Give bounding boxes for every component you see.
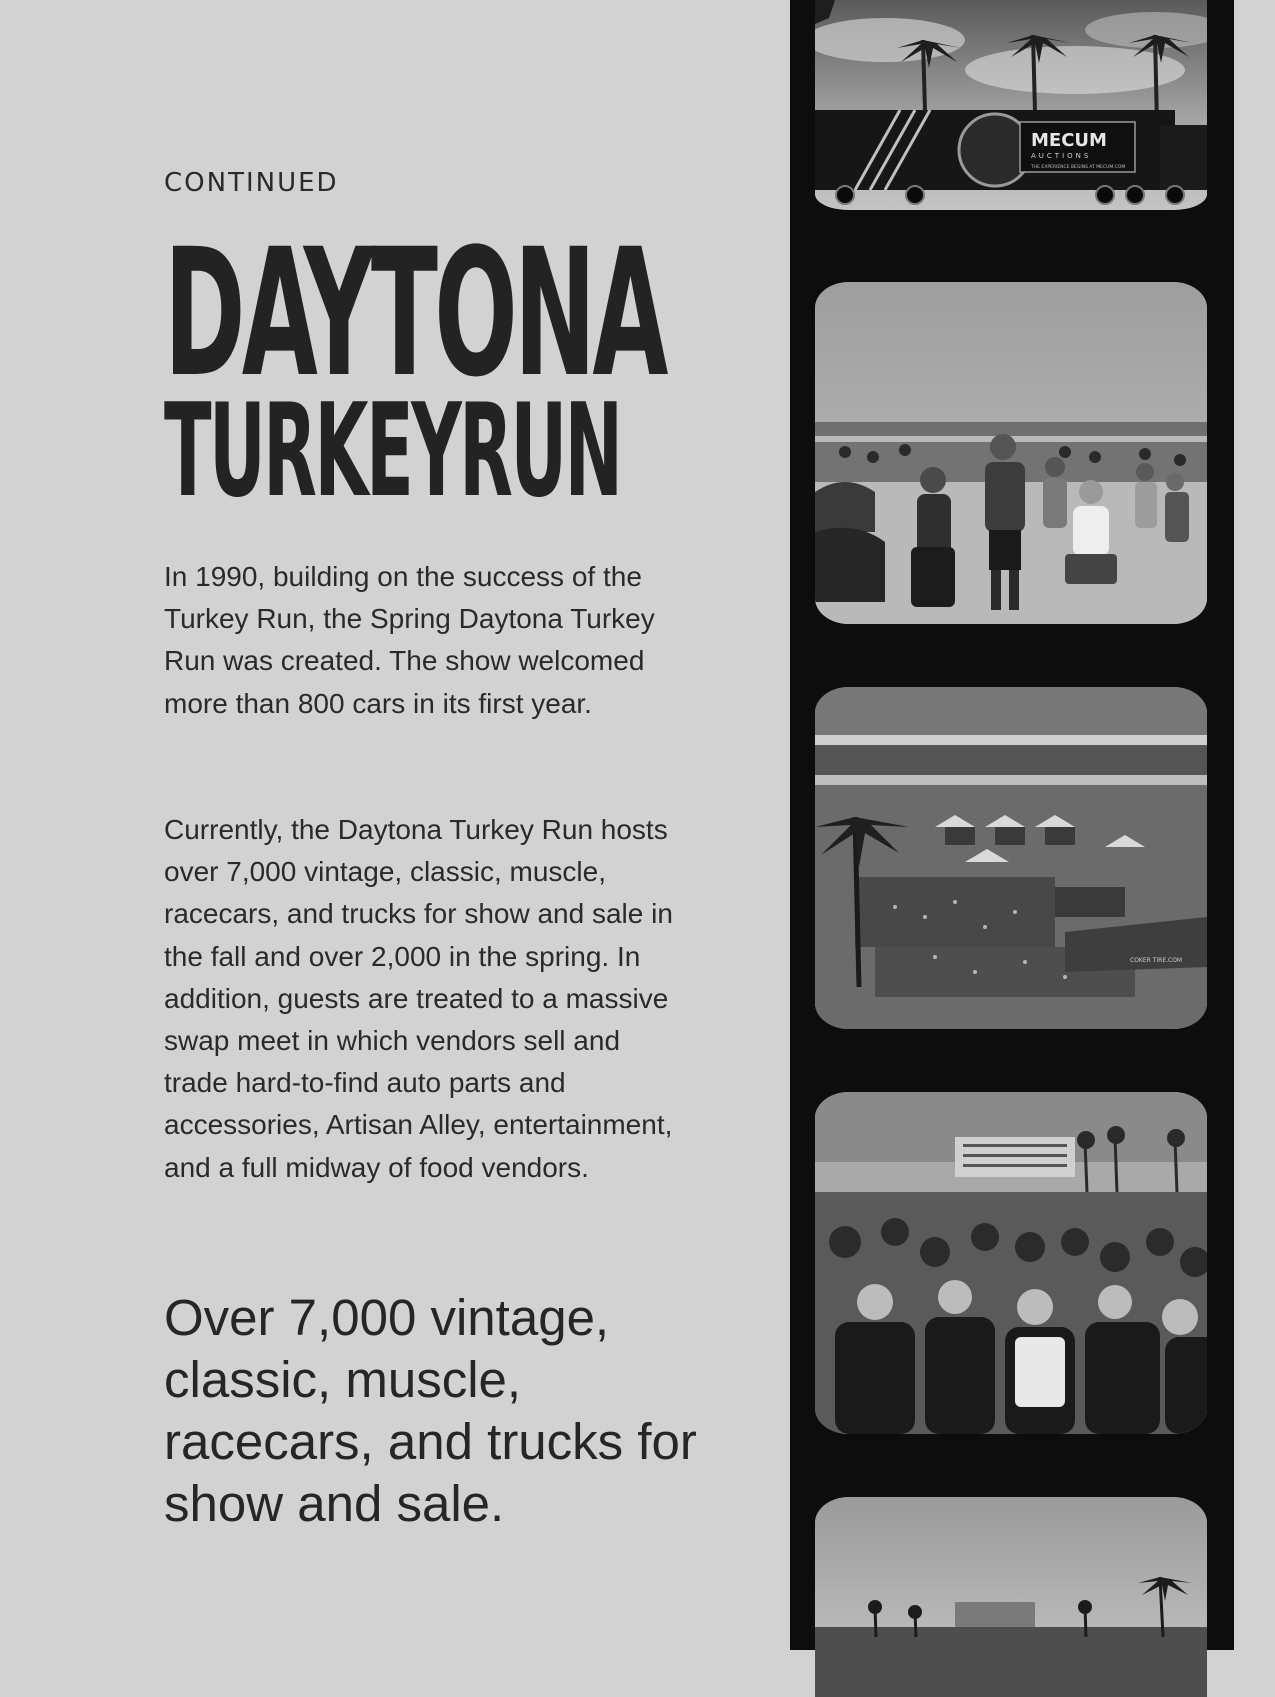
truck-tagline-text: THE EXPERIENCE BEGINS AT MECUM.COM [1031,165,1126,170]
film-strip [790,0,1234,1650]
photo-swap-meet-aerial [815,687,1207,1029]
photo-palms-skyline [815,1497,1207,1697]
photo-mecum-truck [815,0,1207,210]
body-paragraph-1: In 1990, building on the success of the Turkey Run, the Spring Daytona Turkey Run was created. The show welcomed more than 800 cars in its first year. [164,561,655,719]
continued-label: CONTINUED [164,168,339,198]
title-daytona: DAYTONA [164,211,665,416]
photo-crowd-walking [815,282,1207,624]
photo-dense-crowd [815,1092,1207,1434]
title-turkeyrun: TURKEYRUN [164,377,621,526]
truck-subtitle-text: AUCTIONS [1031,152,1092,160]
body-paragraph-2: Currently, the Daytona Turkey Run hosts over 7,000 vintage, classic, muscle, racecars, and trucks for show and sale in the fall and over 2,000 in the spring. In addition, guests are treated to a massive swap meet in which vendors sell and trade hard-to-find auto parts and accessories, Artisan Alley, entertainment, and a full midway of food vendors. [164,814,673,1183]
pull-quote: Over 7,000 vintage, classic, muscle, racecars, and trucks for show and sale. [164,1289,697,1532]
truck-brand-text: MECUM [1031,130,1107,151]
tent-banner-text: COKER TIRE.COM [1130,957,1183,964]
